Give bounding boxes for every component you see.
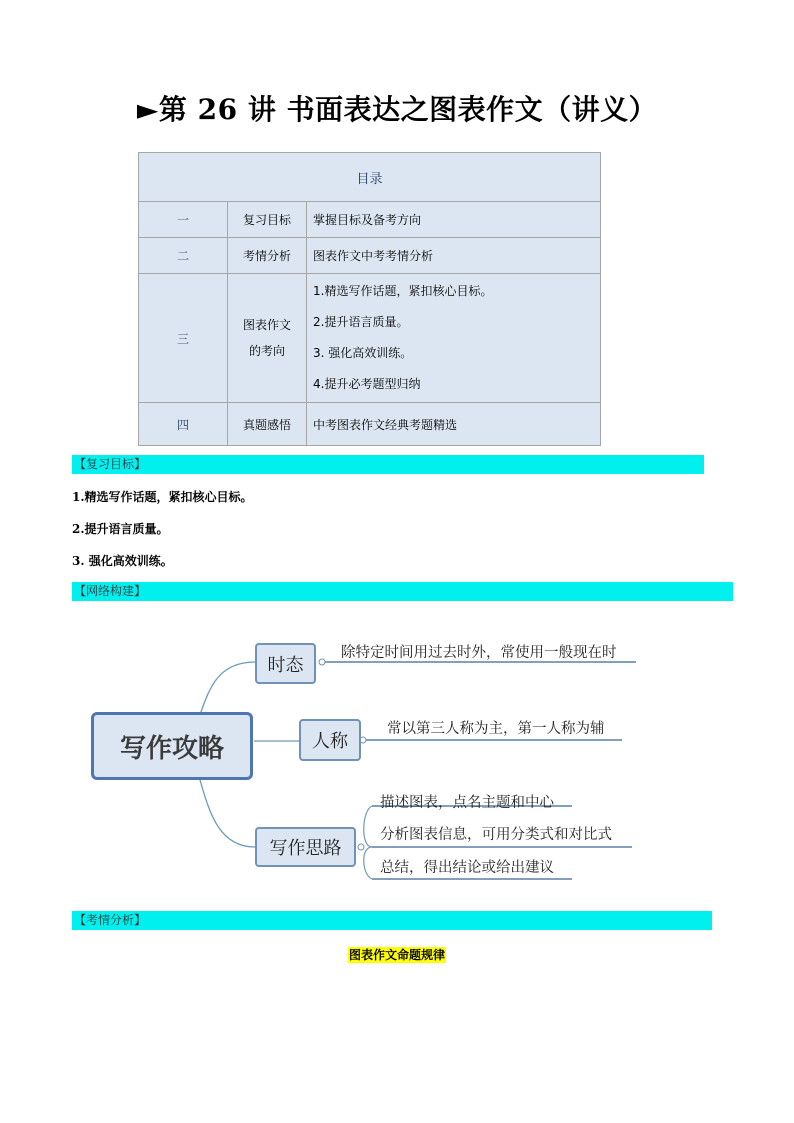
toc-row-name: 真题感悟: [228, 403, 307, 446]
mindmap-leaf-tense: 除特定时间用过去时外，常使用一般现在时: [341, 645, 617, 661]
mindmap-node-tense: 时态: [255, 643, 316, 684]
node-dot-tense: [319, 659, 325, 665]
toc-row: [139, 274, 601, 403]
toc-row-content-line: 1.精选写作话题，紧扣核心目标。: [313, 284, 493, 298]
connector-tense: [200, 662, 255, 715]
toc-row-content: [307, 274, 601, 403]
goal-item: 1.精选写作话题，紧扣核心目标。: [72, 490, 253, 504]
toc-row-name-line: 的考向: [248, 344, 285, 358]
toc-row-content: 图表作文中考考情分析: [307, 238, 601, 274]
goal-item: 3. 强化高效训练。: [72, 554, 173, 568]
page-title: ►第 26 讲 书面表达之图表作文（讲义）: [136, 93, 658, 126]
mindmap-leaf-approach: 分析图表信息，可用分类式和对比式: [380, 827, 612, 843]
mindmap-node-approach: 写作思路: [255, 827, 356, 867]
toc-row-name: [228, 274, 307, 403]
toc-row-content-line: 4.提升必考题型归纳: [313, 377, 421, 391]
section-analysis: 【考情分析】: [72, 911, 712, 930]
toc-header: 目录: [139, 153, 601, 202]
mindmap-leaf-approach: 描述图表，点名主题和中心: [380, 795, 554, 811]
bracket-approach-lower: [364, 847, 372, 879]
analysis-subtitle-wrap: [0, 944, 794, 963]
goal-item: 2.提升语言质量。: [72, 522, 169, 536]
mindmap-leaf-approach: 总结，得出结论或给出建议: [380, 860, 554, 876]
node-dot-approach: [358, 844, 364, 850]
toc-row-num: 四: [139, 403, 228, 446]
section-review-goals: 【复习目标】: [72, 455, 704, 474]
toc-row-num: 三: [139, 274, 228, 403]
toc-row-content: 掌握目标及备考方向: [307, 202, 601, 238]
toc-row-name-line: 图表作文: [242, 318, 291, 332]
connector-approach: [200, 780, 255, 847]
toc-row-content: 中考图表作文经典考题精选: [307, 403, 601, 446]
analysis-subtitle: 图表作文命题规律: [348, 948, 445, 962]
toc-row-content-line: 3. 强化高效训练。: [313, 346, 413, 360]
section-network: 【网络构建】: [72, 582, 733, 601]
mindmap-node-person: 人称: [299, 719, 361, 761]
toc-row-num: 二: [139, 238, 228, 274]
toc-row-num: 一: [139, 202, 228, 238]
toc-row: [139, 202, 601, 238]
toc-row-content-line: 2.提升语言质量。: [313, 315, 409, 329]
toc-row-name: 考情分析: [228, 238, 307, 274]
toc-row-name: 复习目标: [228, 202, 307, 238]
bracket-approach-upper: [364, 806, 372, 847]
toc-table: [138, 152, 601, 446]
toc-row: [139, 403, 601, 446]
mindmap-root-node: 写作攻略: [91, 712, 253, 780]
mindmap-leaf-person: 常以第三人称为主，第一人称为辅: [387, 721, 605, 737]
toc-row: [139, 238, 601, 274]
